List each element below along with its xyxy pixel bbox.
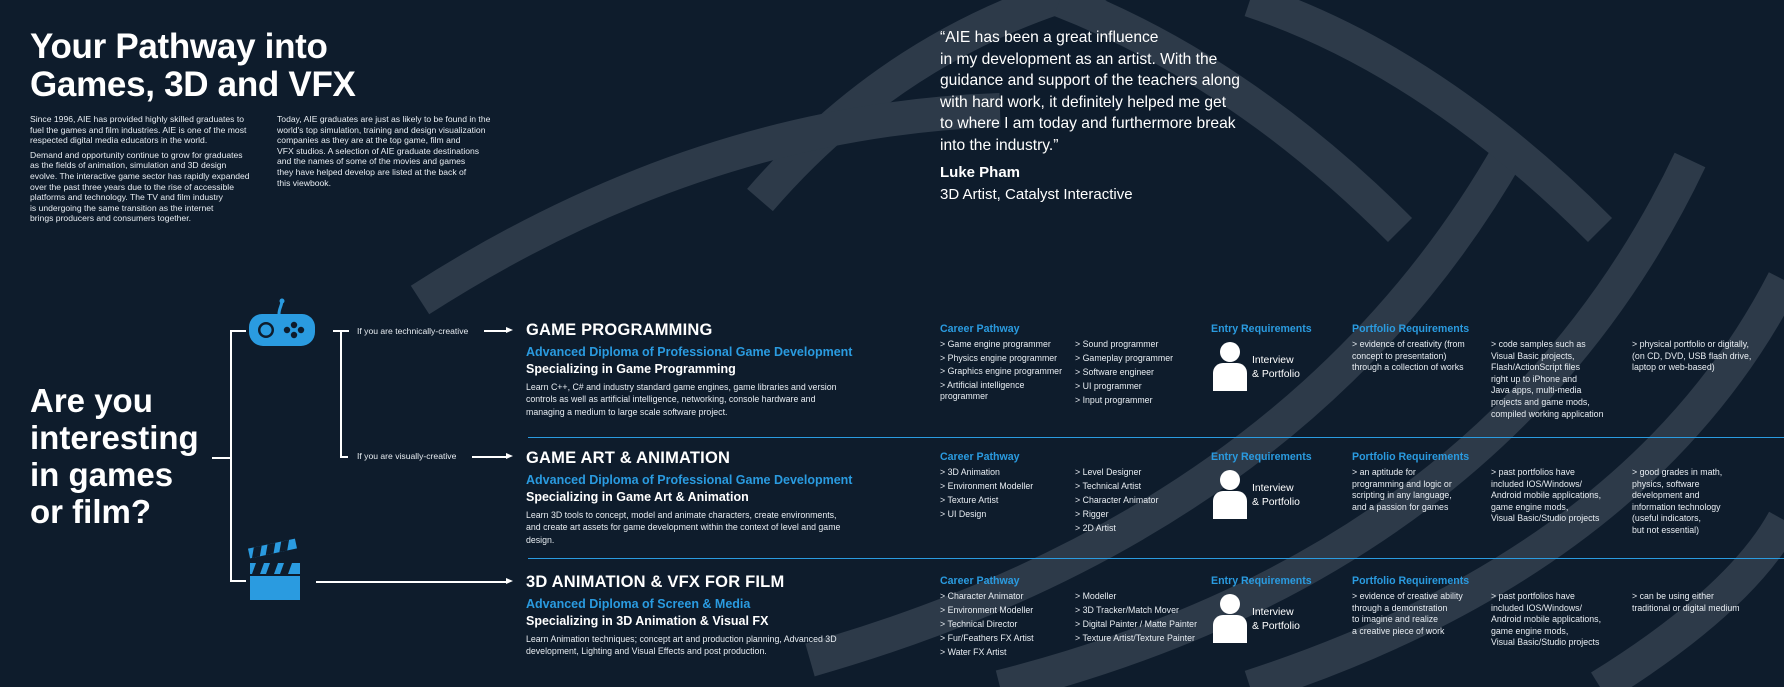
career-item: > Input programmer (1075, 394, 1205, 408)
gamepad-icon (248, 298, 316, 350)
career-item: > Digital Painter / Matte Painter (1075, 618, 1209, 632)
portfolio-heading: Portfolio Requirements (1352, 575, 1470, 587)
career-item: > Texture Artist/Texture Painter (1075, 632, 1209, 646)
career-item: > Physics engine programmer (940, 352, 1070, 366)
arrow-line-3 (316, 581, 506, 583)
branch-lower-stub (340, 456, 348, 458)
career-item: > Sound programmer (1075, 338, 1205, 352)
career-list-2 (1075, 590, 1209, 646)
career-item: > 3D Tracker/Match Mover (1075, 604, 1209, 618)
program-title: GAME ART & ANIMATION (526, 449, 731, 467)
career-item: > Graphics engine programmer (940, 366, 1070, 380)
intro-paragraph-1: Since 1996, AIE has provided highly skilled graduates to fuel the games and film industries. AIE is one of the most respected digital media educators in the world. (30, 114, 247, 146)
program-description: Learn C++, C# and industry standard game engines, game libraries and version controls as well as artificial intelligence, networking, console hardware and managing a medium to large scale software project. (526, 382, 837, 417)
entry-requirement: Interview & Portfolio (1252, 355, 1300, 380)
intro-paragraph-2: Demand and opportunity continue to grow for graduates as the fields of animation, simulation and 3D design evolve. The interactive game sector has rapidly expanded over the past three years due to the rise of accessible platforms and technology. The TV and film industry is undergoing the same transition as the internet brings producers and consumers together. (30, 149, 250, 224)
career-heading: Career Pathway (940, 575, 1020, 587)
portfolio-item-2: > past portfolios have included IOS/Windows/ Android mobile applications, game engine mods, Visual Basic/Studio projects (1491, 467, 1626, 525)
program-specialization: Specializing in 3D Animation & Visual FX (526, 614, 769, 628)
testimonial-name: Luke Pham (940, 164, 1021, 181)
tree-connector (212, 457, 230, 459)
career-item: > Modeller (1075, 590, 1209, 604)
entry-requirement: Interview & Portfolio (1252, 607, 1300, 632)
program-diploma: Advanced Diploma of Screen & Media (526, 597, 751, 611)
tree-branch-top (230, 330, 246, 332)
person-icon (1211, 593, 1249, 643)
portfolio-item-2: > past portfolios have included IOS/Windows/ Android mobile applications, game engine mods, Visual Basic/Studio projects (1491, 591, 1626, 649)
program-description: Learn Animation techniques; concept art and production planning, Advanced 3D development, Lighting and Visual Effects and post production. (526, 634, 837, 657)
intro-column-2 (277, 114, 517, 192)
career-item: > Water FX Artist (940, 646, 1070, 660)
portfolio-item-3: > can be using either traditional or digital medium (1632, 591, 1782, 614)
person-icon (1211, 341, 1249, 391)
portfolio-item-3: > physical portfolio or digitally, (on CD, DVD, USB flash drive, laptop or web-based) (1632, 339, 1782, 374)
question-heading: Are you interesting in games or film? (30, 382, 199, 530)
portfolio-heading: Portfolio Requirements (1352, 323, 1470, 335)
branch-trunk (340, 330, 342, 456)
career-item: > Fur/Feathers FX Artist (940, 632, 1070, 646)
program-specialization: Specializing in Game Art & Animation (526, 490, 749, 504)
career-item: > Artificial intelligence programmer (940, 380, 1070, 402)
program-diploma: Advanced Diploma of Professional Game Development (526, 473, 853, 487)
portfolio-item-2: > code samples such as Visual Basic projects, Flash/ActionScript files right up to iPhone and Java apps, multi-media projects and game mods, compiled working application (1491, 339, 1626, 420)
career-item: > Rigger (1075, 508, 1205, 522)
career-item: > UI Design (940, 508, 1070, 522)
portfolio-item-3: > good grades in math, physics, software development and information technology (useful indicators, but not essential) (1632, 467, 1782, 537)
section-divider-1 (528, 437, 1784, 438)
program-title: GAME PROGRAMMING (526, 321, 713, 339)
portfolio-item-1: > evidence of creativity (from concept to presentation) through a collection of works (1352, 339, 1487, 374)
arrow-head-1 (506, 327, 513, 333)
arrow-head-2 (506, 453, 513, 459)
program-title: 3D ANIMATION & VFX FOR FILM (526, 573, 785, 591)
page-title (30, 28, 356, 104)
tree-trunk (230, 330, 232, 580)
intro-paragraph-3: Today, AIE graduates are just as likely to be found in the world's top simulation, training and design visualization companies as they are at the top game, film and VFX studios. A selection of AIE graduate destinations and the names of some of the movies and games they have helped develop are listed at the back of this viewbook. (277, 114, 491, 188)
career-list-1 (940, 338, 1070, 402)
portfolio-item-1: > evidence of creative ability through a demonstration to imagine and realize a creative piece of work (1352, 591, 1487, 637)
career-item: > Character Animator (940, 590, 1070, 604)
testimonial-quote: “AIE has been a great influence in my development as an artist. With the guidance and support of the teachers along with hard work, it definitely helped me get to where I am today and furthermore break into the industry.” (940, 29, 1240, 154)
tree-branch-bottom (230, 580, 246, 582)
career-item: > Texture Artist (940, 494, 1070, 508)
career-item: > Technical Director (940, 618, 1070, 632)
person-icon (1211, 469, 1249, 519)
career-item: > 3D Animation (940, 466, 1070, 480)
career-item: > Character Animator (1075, 494, 1205, 508)
career-item: > 2D Artist (1075, 522, 1205, 536)
career-list-1 (940, 590, 1070, 660)
section-divider-2 (528, 558, 1784, 559)
career-list-2 (1075, 338, 1205, 408)
career-item: > UI programmer (1075, 380, 1205, 394)
title-line-1: Your Pathway into (30, 27, 328, 66)
entry-requirement: Interview & Portfolio (1252, 483, 1300, 508)
program-specialization: Specializing in Game Programming (526, 362, 736, 376)
career-item: > Environment Modeller (940, 480, 1070, 494)
program-description: Learn 3D tools to concept, model and animate characters, create environments, and create art assets for game development within the context of level and game design. (526, 510, 841, 545)
career-heading: Career Pathway (940, 451, 1020, 463)
career-list-1 (940, 466, 1070, 522)
entry-heading: Entry Requirements (1211, 323, 1312, 335)
branch-label-technical: If you are technically-creative (357, 326, 469, 336)
career-item: > Software engineer (1075, 366, 1205, 380)
career-heading: Career Pathway (940, 323, 1020, 335)
career-item: > Technical Artist (1075, 480, 1205, 494)
portfolio-item-1: > an aptitude for programming and logic or scripting in any language, and a passion for games (1352, 467, 1487, 513)
career-item: > Level Designer (1075, 466, 1205, 480)
career-item: > Game engine programmer (940, 338, 1070, 352)
entry-heading: Entry Requirements (1211, 451, 1312, 463)
career-item: > Environment Modeller (940, 604, 1070, 618)
arrow-line-1 (484, 330, 506, 332)
arrow-head-3 (506, 578, 513, 584)
portfolio-heading: Portfolio Requirements (1352, 451, 1470, 463)
title-line-2: Games, 3D and VFX (30, 65, 356, 104)
clapperboard-icon (248, 536, 304, 602)
testimonial-role: 3D Artist, Catalyst Interactive (940, 186, 1133, 203)
career-list-2 (1075, 466, 1205, 536)
intro-column-1 (30, 114, 270, 228)
career-item: > Gameplay programmer (1075, 352, 1205, 366)
branch-label-visual: If you are visually-creative (357, 451, 457, 461)
program-diploma: Advanced Diploma of Professional Game Development (526, 345, 853, 359)
entry-heading: Entry Requirements (1211, 575, 1312, 587)
arrow-line-2 (472, 456, 506, 458)
